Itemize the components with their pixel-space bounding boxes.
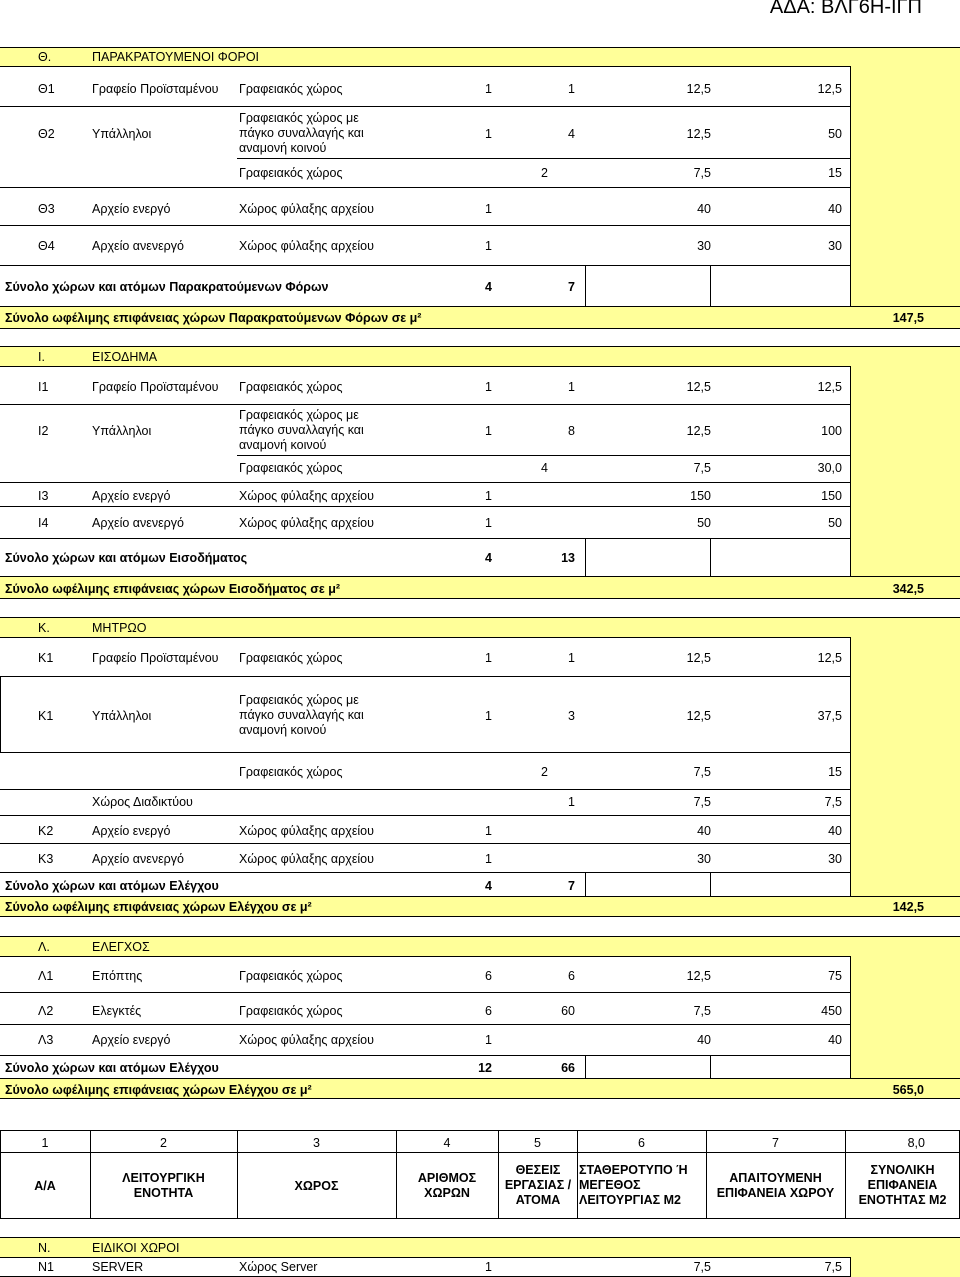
column-number: 3 [313,1136,320,1150]
column-header-space: ΧΩΡΟΣ [294,1179,339,1193]
sum-label: Σύνολο χώρων και ατόμων Ελέγχου [5,1061,219,1075]
row-required: 30,0 [817,461,842,475]
row-required: 7,5 [824,795,842,809]
row-aa: Θ4 [38,239,55,253]
row-required: 30 [828,852,842,866]
row-required: 30 [828,239,842,253]
row-rooms: 6 [485,969,492,983]
total-column-fill [850,956,960,1078]
section-code: Κ. [38,621,50,635]
row-unit: Γραφείο Προϊσταμένου [92,82,219,96]
area-total: 142,5 [892,900,924,914]
row-aa: Ν1 [38,1260,54,1274]
row-space: Χώρος φύλαξης αρχείου [239,239,374,253]
row-aa: Κ1 [38,709,54,723]
row-required: 75 [828,969,842,983]
row-aa: Κ3 [38,852,54,866]
column-number: 6 [638,1136,645,1150]
row-space: Χώρος φύλαξης αρχείου [239,202,374,216]
ada-code: ΑΔΑ: ΒΛΓ6Η-ΙΓΠ [769,0,922,18]
sum-persons: 7 [568,879,575,893]
row-standard: 7,5 [693,795,711,809]
row-unit: Αρχείο ενεργό [92,202,171,216]
section-title: ΠΑΡΑΚΡΑΤΟΥΜΕΝΟΙ ΦΟΡΟΙ [92,50,260,64]
section-code: Θ. [38,50,52,64]
row-space: Γραφειακός χώρος με πάγκο συναλλαγής και αναμονή κοινού [239,111,364,155]
column-number: 7 [772,1136,779,1150]
row-persons: 6 [568,969,575,983]
row-space: Γραφειακός χώρος [239,969,343,983]
row-required: 40 [828,824,842,838]
row-unit: Αρχείο ανενεργό [92,852,184,866]
row-standard: 7,5 [693,166,711,180]
row-standard: 50 [697,516,711,530]
row-space: Χώρος φύλαξης αρχείου [239,489,374,503]
row-standard: 40 [697,824,711,838]
total-column-fill [850,1257,960,1277]
row-persons: 1 [568,380,575,394]
row-standard: 12,5 [686,651,711,665]
sum-rooms: 4 [485,280,492,294]
sum-persons: 7 [568,280,575,294]
row-standard: 7,5 [693,461,711,475]
sum-rooms: 12 [478,1061,492,1075]
row-aa: Θ3 [38,202,55,216]
row-standard: 40 [697,202,711,216]
row-rooms: 1 [485,1260,492,1274]
row-required: 7,5 [824,1260,842,1274]
column-header-standard: ΣΤΑΘΕΡΟΤΥΠΟ Ή ΜΕΓΕΘΟΣ ΛΕΙΤΟΥΡΓΙΑΣ Μ2 [579,1163,688,1207]
row-rooms: 1 [485,824,492,838]
area-total: 342,5 [892,582,924,596]
row-standard: 12,5 [686,82,711,96]
row-unit: Αρχείο ανενεργό [92,239,184,253]
section-title: ΕΙΔΙΚΟΙ ΧΩΡΟΙ [92,1241,180,1255]
section-code: Ι. [38,350,45,364]
row-standard: 40 [697,1033,711,1047]
row-standard: 30 [697,239,711,253]
section-code: Ν. [38,1241,51,1255]
column-header-rooms: ΑΡΙΘΜΟΣ ΧΩΡΩΝ [417,1171,477,1200]
column-header-unit: ΛΕΙΤΟΥΡΓΙΚΗ ΕΝΟΤΗΤΑ [122,1171,205,1200]
row-required: 37,5 [817,709,842,723]
total-column-fill [850,66,960,306]
row-standard: 12,5 [686,424,711,438]
row-persons: 4 [568,127,575,141]
row-persons: 1 [568,795,575,809]
area-label: Σύνολο ωφέλιμης επιφάνειας χώρων Ελέγχου σε μ² [5,900,312,914]
row-aa: Θ1 [38,82,55,96]
row-persons: 4 [541,461,548,475]
row-required: 15 [828,765,842,779]
row-unit: Αρχείο ενεργό [92,489,171,503]
row-space: Χώρος Server [239,1260,318,1274]
row-space: Χώρος φύλαξης αρχείου [239,824,374,838]
section-title: ΕΙΣΟΔΗΜΑ [92,350,158,364]
row-required: 100 [821,424,842,438]
column-number: 1 [41,1136,49,1150]
row-space: Γραφειακός χώρος [239,82,343,96]
row-space: Γραφειακός χώρος [239,1004,343,1018]
row-standard: 12,5 [686,127,711,141]
row-rooms: 1 [485,489,492,503]
row-space: Χώρος φύλαξης αρχείου [239,1033,374,1047]
row-required: 12,5 [817,651,842,665]
sum-label: Σύνολο χώρων και ατόμων Εισοδήματος [5,551,248,565]
section-title: ΜΗΤΡΩΟ [92,621,147,635]
row-aa: Ι1 [38,380,49,394]
row-persons: 1 [568,651,575,665]
sum-label: Σύνολο χώρων και ατόμων Παρακρατούμενων Φόρων [5,280,329,294]
row-standard: 150 [690,489,711,503]
row-space: Γραφειακός χώρος [239,651,343,665]
column-number: 5 [534,1136,541,1150]
row-space: Γραφειακός χώρος με πάγκο συναλλαγής και αναμονή κοινού [239,693,364,737]
row-unit: Αρχείο ανενεργό [92,516,184,530]
row-rooms: 1 [485,852,492,866]
row-standard: 12,5 [686,380,711,394]
row-aa: Ι4 [38,516,49,530]
row-rooms: 1 [485,127,492,141]
area-total: 147,5 [892,311,924,325]
total-column-fill [850,637,960,896]
row-rooms: 1 [485,380,492,394]
area-label: Σύνολο ωφέλιμης επιφάνειας χώρων Εισοδήματος σε μ² [5,582,341,596]
row-space: Χώρος φύλαξης αρχείου [239,516,374,530]
row-rooms: 1 [485,239,492,253]
row-aa: Ι2 [38,424,49,438]
row-unit: Αρχείο ενεργό [92,824,171,838]
row-unit: Ελεγκτές [92,1004,142,1018]
row-required: 12,5 [817,82,842,96]
row-aa: Θ2 [38,127,55,141]
row-space: Γραφειακός χώρος [239,166,343,180]
row-unit: Υπάλληλοι [92,424,152,438]
row-persons: 2 [541,166,548,180]
row-space: Γραφειακός χώρος [239,461,343,475]
row-standard: 12,5 [686,709,711,723]
row-rooms: 1 [485,1033,492,1047]
row-unit: Αρχείο ενεργό [92,1033,171,1047]
row-aa: Ι3 [38,489,49,503]
row-required: 150 [821,489,842,503]
row-unit: SERVER [92,1260,144,1274]
section-title: ΕΛΕΓΧΟΣ [92,940,150,954]
row-aa: Λ1 [38,969,54,983]
column-header-total: ΣΥΝΟΛΙΚΗ ΕΠΙΦΑΝΕΙΑ ΕΝΟΤΗΤΑΣ Μ2 [858,1163,947,1207]
row-unit: Χώρος Διαδικτύου [92,795,193,809]
row-rooms: 1 [485,202,492,216]
column-header-aa: Α/Α [34,1179,56,1193]
sum-rooms: 4 [485,551,492,565]
row-rooms: 1 [485,82,492,96]
area-label: Σύνολο ωφέλιμης επιφάνειας χώρων Ελέγχου σε μ² [5,1083,312,1097]
row-unit: Υπάλληλοι [92,127,152,141]
row-persons: 2 [541,765,548,779]
row-persons: 1 [568,82,575,96]
row-aa: Λ3 [38,1033,54,1047]
sum-persons: 13 [561,551,575,565]
area-total: 565,0 [892,1083,924,1097]
row-required: 40 [828,1033,842,1047]
row-rooms: 1 [485,709,492,723]
row-required: 15 [828,166,842,180]
sum-persons: 66 [561,1061,575,1075]
row-space: Γραφειακός χώρος [239,380,343,394]
row-persons: 3 [568,709,575,723]
row-space: Γραφειακός χώρος [239,765,343,779]
sum-label: Σύνολο χώρων και ατόμων Ελέγχου [5,879,219,893]
row-aa: Κ1 [38,651,54,665]
row-required: 40 [828,202,842,216]
row-standard: 7,5 [693,1004,711,1018]
row-rooms: 1 [485,424,492,438]
row-space: Χώρος φύλαξης αρχείου [239,852,374,866]
column-number: 2 [160,1136,167,1150]
sum-rooms: 4 [485,879,492,893]
row-required: 450 [821,1004,842,1018]
row-standard: 7,5 [693,765,711,779]
row-required: 12,5 [817,380,842,394]
row-unit: Επόπτης [92,969,143,983]
column-number: 8,0 [907,1136,925,1150]
column-number: 4 [443,1136,451,1150]
total-column-fill [850,366,960,576]
row-standard: 7,5 [693,1260,711,1274]
column-header-required: ΑΠΑΙΤΟΥΜΕΝΗ ΕΠΙΦΑΝΕΙΑ ΧΩΡΟΥ [716,1171,835,1200]
row-persons: 60 [561,1004,575,1018]
row-aa: Κ2 [38,824,54,838]
row-persons: 8 [568,424,575,438]
row-standard: 12,5 [686,969,711,983]
row-unit: Γραφείο Προϊσταμένου [92,651,219,665]
row-unit: Υπάλληλοι [92,709,152,723]
row-rooms: 1 [485,651,492,665]
row-rooms: 1 [485,516,492,530]
row-unit: Γραφείο Προϊσταμένου [92,380,219,394]
row-standard: 30 [697,852,711,866]
area-label: Σύνολο ωφέλιμης επιφάνειας χώρων Παρακρατούμενων Φόρων σε μ² [5,311,422,325]
row-required: 50 [828,127,842,141]
row-space: Γραφειακός χώρος με πάγκο συναλλαγής και αναμονή κοινού [239,408,364,452]
row-aa: Λ2 [38,1004,54,1018]
column-header-persons: ΘΕΣΕΙΣ ΕΡΓΑΣΙΑΣ / ΑΤΟΜΑ [504,1163,572,1207]
row-required: 50 [828,516,842,530]
section-code: Λ. [38,940,50,954]
row-rooms: 6 [485,1004,492,1018]
